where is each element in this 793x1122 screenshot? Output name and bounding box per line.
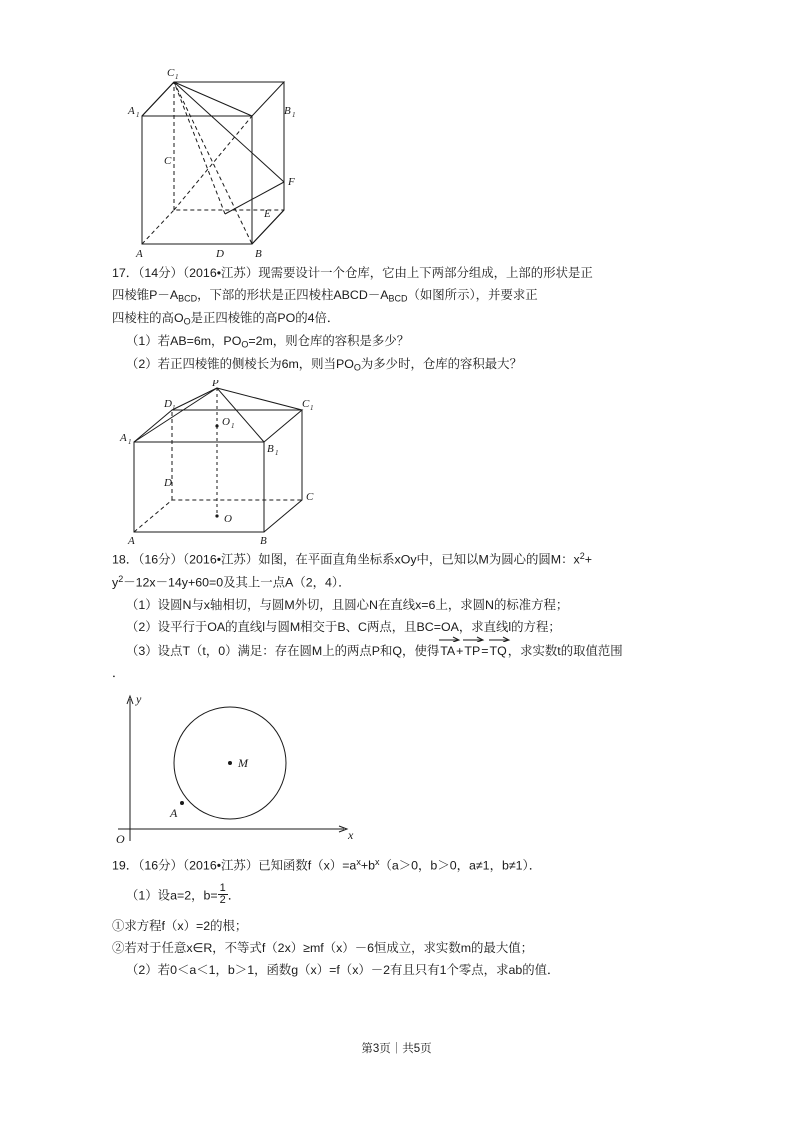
svg-text:B: B xyxy=(267,443,274,456)
svg-text:B: B xyxy=(255,248,262,259)
q18-body-2a: y xyxy=(112,575,119,590)
arrow-icon xyxy=(439,636,461,642)
figure-prism-top xyxy=(112,64,692,259)
svg-text:C: C xyxy=(164,155,172,167)
q18-sup-2: 2 xyxy=(118,574,124,584)
q18-body-2c: －12x－14y+60=0及其上一点A（2，4）． xyxy=(123,575,351,590)
q18-line2 xyxy=(112,572,692,593)
svg-text:1: 1 xyxy=(175,73,179,81)
q19-body-c: （a＞0，b＞0，a≠1，b≠1）． xyxy=(379,858,542,873)
q19-body-a: 已知函数f（x）=a xyxy=(258,858,357,873)
q18-item-1: （1）设圆N与x轴相切，与圆M外切，且圆心N在直线x=6上，求圆N的标准方程； xyxy=(126,597,569,612)
svg-text:x: x xyxy=(348,827,354,842)
q17-body-2i: （如图所示），并要求正 xyxy=(407,288,538,303)
q17-source: （2016•江苏） xyxy=(182,266,259,280)
prism-svg xyxy=(112,64,362,259)
q19-score: （16分） xyxy=(138,858,183,873)
svg-text:1: 1 xyxy=(231,422,235,431)
svg-text:D: D xyxy=(164,398,172,411)
q17-sub-10: O xyxy=(353,361,361,372)
svg-text:A: A xyxy=(120,432,127,445)
question-17 xyxy=(112,263,692,374)
q17-sub-7: O xyxy=(183,316,191,327)
warehouse-svg xyxy=(112,380,382,545)
page-content xyxy=(112,60,692,982)
q17-line3 xyxy=(112,308,692,329)
question-18 xyxy=(112,549,692,683)
q19-sub-item-2 xyxy=(112,938,692,958)
q17-item2b: 为多少时，仓库的容积最大？ xyxy=(360,356,522,371)
question-19 xyxy=(112,855,692,980)
q17-body-2a: 四棱锥P－A xyxy=(112,288,179,303)
q17-body-3a: 四棱柱的高O xyxy=(112,310,184,325)
svg-text:1: 1 xyxy=(136,111,140,119)
q17-item1b: =2m，则仓库的容积是多少？ xyxy=(248,333,410,348)
svg-text:1: 1 xyxy=(128,438,132,447)
circled-one: ① xyxy=(112,918,125,933)
q17-item-2 xyxy=(112,354,692,375)
vector-tq xyxy=(489,641,508,661)
q17-sub-1: B xyxy=(178,293,185,304)
q18-item3b: ，求实数t的取值范围 xyxy=(507,643,623,658)
q17-body-3c: 是正四棱锥的高PO xyxy=(190,310,296,325)
circle-svg xyxy=(112,691,372,851)
q17-body-1: 现需要设计一个仓库，它由上下两部分组成，上部的形状是正 xyxy=(258,266,593,280)
page-footer: 第3页｜共5页 xyxy=(361,1043,432,1055)
q17-number: 17． xyxy=(112,266,139,280)
fraction-numerator: 1 xyxy=(219,881,226,894)
vector-tq-label: TQ xyxy=(489,643,507,658)
q18-plus: + xyxy=(456,643,464,658)
svg-text:1: 1 xyxy=(172,404,176,413)
fraction-denominator: 2 xyxy=(219,894,226,907)
svg-text:1: 1 xyxy=(275,449,279,458)
svg-text:1: 1 xyxy=(292,111,296,119)
q18-body-1c: + xyxy=(584,552,592,567)
q17-sub-8: 的4倍． xyxy=(295,310,340,325)
q17-sub-9: O xyxy=(241,339,249,349)
q19-sup-1: x xyxy=(356,856,361,867)
vector-tp-label: TP xyxy=(464,643,481,658)
svg-text:O: O xyxy=(222,416,230,429)
vector-ta xyxy=(439,641,456,661)
q17-item2a: （2）若正四棱锥的侧棱长为6m，则当PO xyxy=(126,356,354,371)
svg-text:B: B xyxy=(284,105,291,117)
svg-text:C: C xyxy=(306,491,314,504)
q19-number: 19． xyxy=(112,858,139,873)
q19-sub1-text: 求方程f（x）=2的根； xyxy=(124,918,248,933)
svg-text:E: E xyxy=(264,208,271,220)
q17-score: （14分） xyxy=(138,266,183,280)
q17-sub-5: C xyxy=(394,293,402,304)
q19-line1 xyxy=(112,855,692,876)
q17-sub-3: D xyxy=(190,293,198,304)
q18-sup-1: 2 xyxy=(579,551,585,562)
fraction-one-half xyxy=(218,883,228,907)
svg-text:A: A xyxy=(136,248,143,259)
svg-text:D: D xyxy=(216,248,224,259)
q19-source: （2016•江苏） xyxy=(182,858,259,873)
q19-item1a: （1）设a=2，b= xyxy=(126,887,218,902)
q19-sub2-text: 若对于任意x∈R，不等式f（2x）≥mf（x）－6恒成立，求实数m的最大值； xyxy=(124,940,533,955)
q18-item3a: （3）设点T（t，0）满足：存在圆M上的两点P和Q，使得 xyxy=(126,643,440,658)
svg-text:A: A xyxy=(170,805,178,820)
svg-text:C: C xyxy=(302,398,310,411)
circled-two: ② xyxy=(112,940,125,955)
svg-text:O: O xyxy=(224,513,232,526)
svg-text:y: y xyxy=(136,691,142,706)
svg-text:C: C xyxy=(167,67,175,79)
q19-sub-item-1 xyxy=(112,916,692,936)
arrow-icon xyxy=(489,636,511,642)
svg-text:M: M xyxy=(238,755,248,770)
q18-body-1a: 如图，在平面直角坐标系xOy中，已知以M为圆心的圆M：x xyxy=(258,552,580,567)
q18-score: （16分） xyxy=(138,552,183,567)
q19-body-b: +b xyxy=(360,858,375,873)
q19-item1b: ． xyxy=(227,887,241,902)
q17-line1 xyxy=(112,263,692,283)
q17-sub-4: B xyxy=(388,293,395,304)
q19-item-1 xyxy=(112,881,692,908)
q17-sub-2: C xyxy=(184,293,191,304)
q17-line2 xyxy=(112,285,692,306)
q17-item1a: （1）若AB=6m，PO xyxy=(126,333,242,348)
figure-circle xyxy=(112,691,692,851)
q17-item-1 xyxy=(112,331,692,352)
vector-ta-label: TA xyxy=(440,643,456,658)
svg-text:1: 1 xyxy=(310,404,314,413)
arrow-icon xyxy=(463,636,485,642)
q17-sub-6: D xyxy=(401,293,408,304)
q17-body-2e: ，下部的形状是正四棱柱ABCD－A xyxy=(197,288,389,303)
q18-source: （2016•江苏） xyxy=(182,552,259,567)
q18-line1 xyxy=(112,549,692,570)
svg-text:B: B xyxy=(260,535,267,546)
vector-tp xyxy=(463,641,481,661)
q18-item-3 xyxy=(112,641,692,661)
svg-text:A: A xyxy=(128,535,135,546)
svg-text:D: D xyxy=(164,477,172,490)
svg-text:A: A xyxy=(128,105,135,117)
svg-text:O: O xyxy=(116,831,125,846)
q18-item-3-cont: ． xyxy=(112,665,125,680)
q18-item-2: （2）设平行于OA的直线l与圆M相交于B、C两点，且BC=OA，求直线l的方程； xyxy=(126,619,561,634)
svg-text:F: F xyxy=(288,176,295,188)
q19-sup-2: x xyxy=(374,856,380,867)
svg-text:P: P xyxy=(212,380,219,390)
q18-equals: = xyxy=(481,643,489,658)
q18-number: 18． xyxy=(112,552,139,567)
q19-item-2: （2）若0＜a＜1，b＞1，函数g（x）=f（x）－2有且只有1个零点，求ab的值． xyxy=(126,962,560,977)
figure-warehouse xyxy=(112,380,692,545)
